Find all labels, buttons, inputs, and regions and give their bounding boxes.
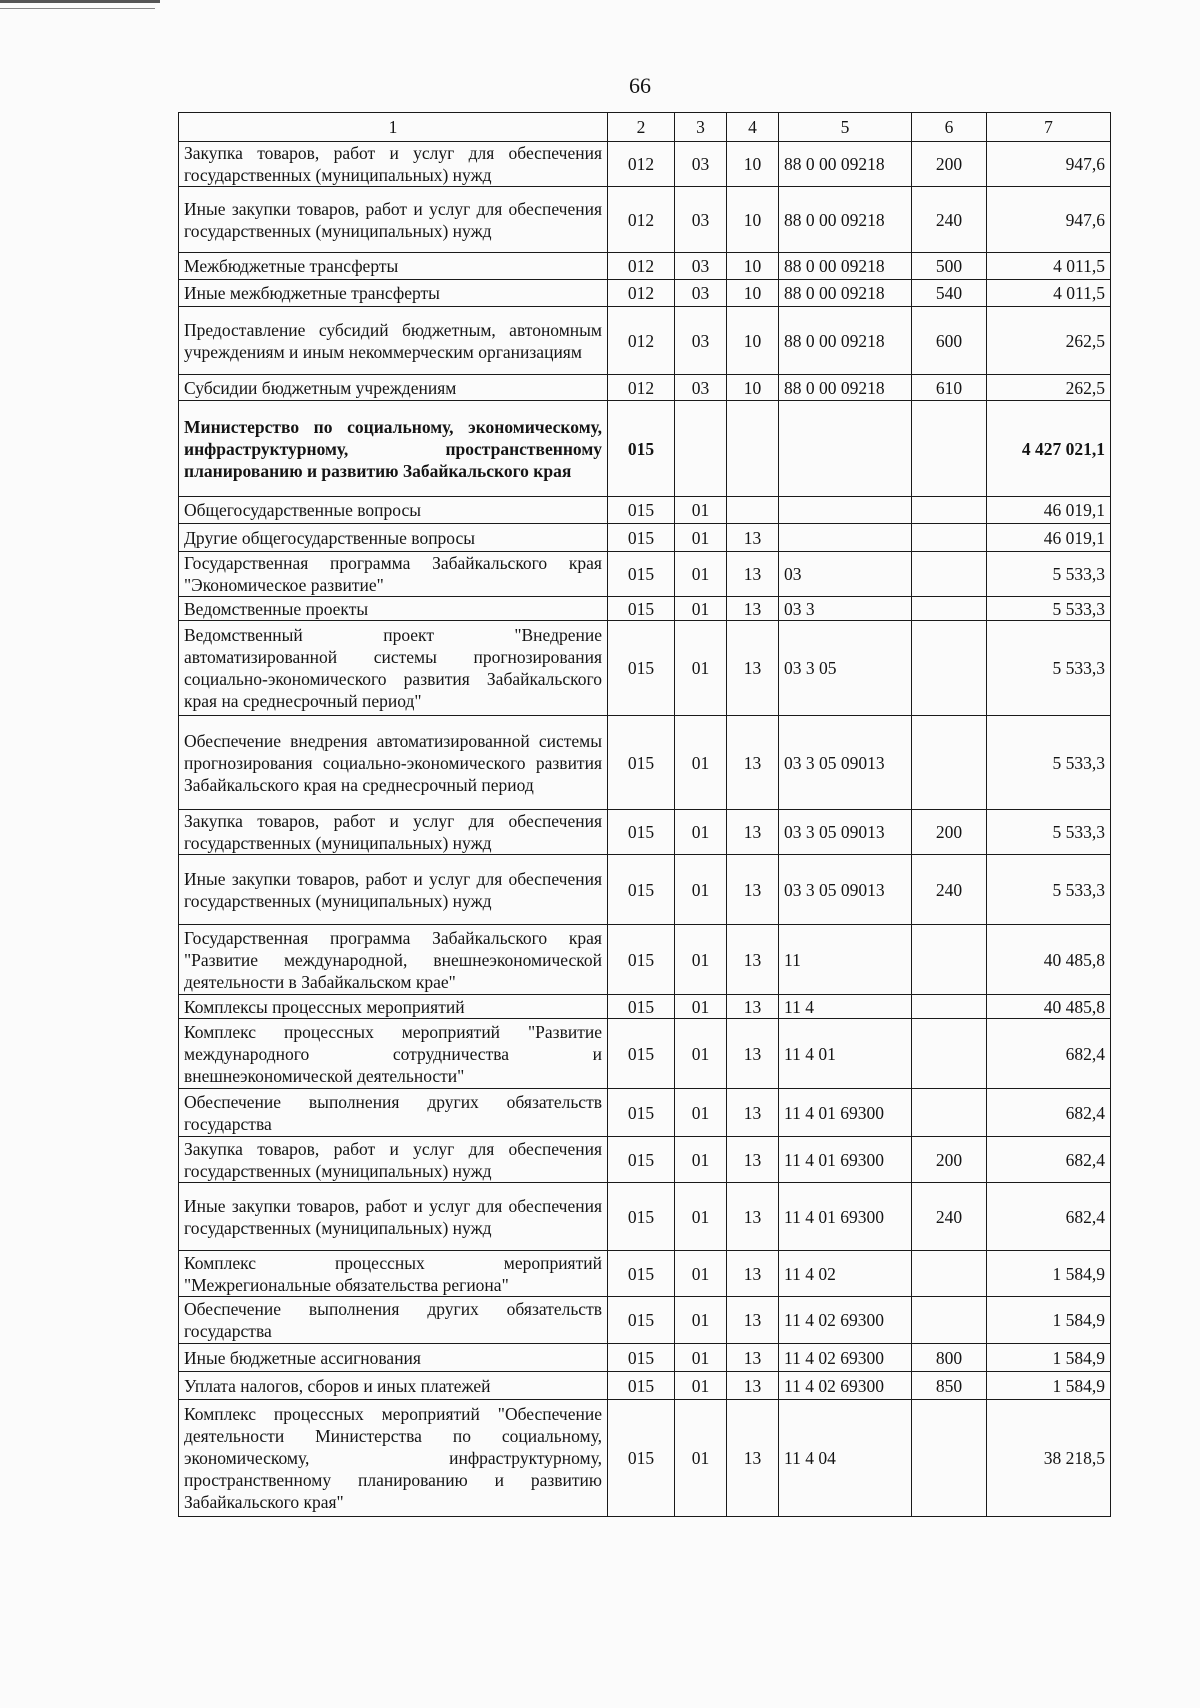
row-code-vr bbox=[912, 716, 987, 810]
row-code-csr: 11 4 01 69300 bbox=[779, 1137, 912, 1183]
row-code-grbs: 015 bbox=[608, 716, 675, 810]
row-amount: 5 533,3 bbox=[987, 621, 1111, 716]
row-code-pr: 13 bbox=[727, 810, 779, 855]
row-amount: 40 485,8 bbox=[987, 995, 1111, 1019]
row-code-rz: 01 bbox=[675, 855, 727, 925]
row-code-pr: 13 bbox=[727, 1137, 779, 1183]
row-name: Закупка товаров, работ и услуг для обеспечения государственных (муниципальных) нужд bbox=[179, 142, 608, 187]
row-code-csr: 88 0 00 09218 bbox=[779, 187, 912, 253]
row-code-vr: 850 bbox=[912, 1372, 987, 1400]
row-code-vr bbox=[912, 497, 987, 524]
row-code-grbs: 015 bbox=[608, 1344, 675, 1372]
row-name: Иные закупки товаров, работ и услуг для обеспечения государственных (муниципальных) нужд bbox=[179, 187, 608, 253]
row-code-csr: 11 4 02 69300 bbox=[779, 1372, 912, 1400]
table-row bbox=[179, 1400, 1111, 1517]
row-code-rz: 01 bbox=[675, 1344, 727, 1372]
row-code-pr: 10 bbox=[727, 187, 779, 253]
row-code-vr bbox=[912, 1297, 987, 1344]
row-name: Предоставление субсидий бюджетным, автономным учреждениям и иным некоммерческим организациям bbox=[179, 307, 608, 375]
row-code-grbs: 015 bbox=[608, 497, 675, 524]
row-amount: 4 011,5 bbox=[987, 253, 1111, 280]
row-amount: 5 533,3 bbox=[987, 597, 1111, 621]
table-row bbox=[179, 597, 1111, 621]
row-code-grbs: 015 bbox=[608, 1183, 675, 1251]
row-code-rz: 01 bbox=[675, 1089, 727, 1137]
row-code-pr: 13 bbox=[727, 1019, 779, 1089]
row-code-pr: 13 bbox=[727, 995, 779, 1019]
header-cell: 1 bbox=[179, 113, 608, 142]
table-row bbox=[179, 552, 1111, 597]
row-code-csr: 88 0 00 09218 bbox=[779, 375, 912, 401]
row-name: Государственная программа Забайкальского края "Развитие международной, внешнеэкономической деятельности в Забайкальском крае" bbox=[179, 925, 608, 995]
row-code-csr: 03 3 05 09013 bbox=[779, 810, 912, 855]
row-name: Иные закупки товаров, работ и услуг для обеспечения государственных (муниципальных) нужд bbox=[179, 1183, 608, 1251]
row-code-csr: 11 4 02 69300 bbox=[779, 1344, 912, 1372]
row-name: Уплата налогов, сборов и иных платежей bbox=[179, 1372, 608, 1400]
row-amount: 1 584,9 bbox=[987, 1344, 1111, 1372]
row-code-rz: 01 bbox=[675, 716, 727, 810]
row-code-vr: 800 bbox=[912, 1344, 987, 1372]
budget-table bbox=[178, 112, 1111, 1517]
scan-edge-line bbox=[0, 8, 155, 9]
row-code-vr bbox=[912, 552, 987, 597]
row-amount: 40 485,8 bbox=[987, 925, 1111, 995]
row-name: Государственная программа Забайкальского края "Экономическое развитие" bbox=[179, 552, 608, 597]
row-code-pr: 10 bbox=[727, 280, 779, 307]
row-amount: 682,4 bbox=[987, 1089, 1111, 1137]
table-row bbox=[179, 1344, 1111, 1372]
row-code-grbs: 015 bbox=[608, 401, 675, 497]
row-code-rz: 01 bbox=[675, 552, 727, 597]
row-name: Ведомственный проект "Внедрение автоматизированной системы прогнозирования социально-экономического развития Забайкальского края на среднесрочный период" bbox=[179, 621, 608, 716]
row-code-rz: 03 bbox=[675, 375, 727, 401]
table-row bbox=[179, 1089, 1111, 1137]
row-amount: 682,4 bbox=[987, 1019, 1111, 1089]
table-row bbox=[179, 401, 1111, 497]
page-number: 66 bbox=[629, 73, 651, 98]
row-code-csr: 03 3 05 09013 bbox=[779, 716, 912, 810]
row-amount: 38 218,5 bbox=[987, 1400, 1111, 1517]
row-code-grbs: 015 bbox=[608, 524, 675, 552]
row-code-rz: 01 bbox=[675, 810, 727, 855]
row-name: Закупка товаров, работ и услуг для обеспечения государственных (муниципальных) нужд bbox=[179, 810, 608, 855]
row-code-pr: 13 bbox=[727, 597, 779, 621]
row-code-pr: 13 bbox=[727, 1344, 779, 1372]
table-row bbox=[179, 716, 1111, 810]
row-code-rz bbox=[675, 401, 727, 497]
row-name: Иные закупки товаров, работ и услуг для обеспечения государственных (муниципальных) нужд bbox=[179, 855, 608, 925]
row-code-grbs: 012 bbox=[608, 187, 675, 253]
row-code-vr bbox=[912, 1251, 987, 1297]
row-amount: 46 019,1 bbox=[987, 524, 1111, 552]
row-name: Субсидии бюджетным учреждениям bbox=[179, 375, 608, 401]
row-name: Комплекс процессных мероприятий "Развитие международного сотрудничества и внешнеэкономической деятельности" bbox=[179, 1019, 608, 1089]
row-code-csr: 88 0 00 09218 bbox=[779, 280, 912, 307]
row-code-vr bbox=[912, 925, 987, 995]
row-amount: 5 533,3 bbox=[987, 855, 1111, 925]
row-code-grbs: 015 bbox=[608, 621, 675, 716]
row-code-csr: 03 bbox=[779, 552, 912, 597]
header-row bbox=[179, 113, 1111, 142]
table-row bbox=[179, 1372, 1111, 1400]
row-code-grbs: 015 bbox=[608, 925, 675, 995]
row-code-grbs: 015 bbox=[608, 1400, 675, 1517]
row-name: Министерство по социальному, экономическому, инфраструктурному, пространственному планированию и развитию Забайкальского края bbox=[179, 401, 608, 497]
row-code-grbs: 012 bbox=[608, 142, 675, 187]
row-code-csr: 88 0 00 09218 bbox=[779, 142, 912, 187]
row-code-csr: 03 3 05 09013 bbox=[779, 855, 912, 925]
row-code-grbs: 015 bbox=[608, 1372, 675, 1400]
row-code-vr bbox=[912, 1019, 987, 1089]
row-code-rz: 01 bbox=[675, 995, 727, 1019]
row-code-vr bbox=[912, 995, 987, 1019]
scan-edge-line bbox=[0, 0, 160, 3]
row-code-pr bbox=[727, 497, 779, 524]
row-code-csr: 11 4 04 bbox=[779, 1400, 912, 1517]
row-amount: 4 427 021,1 bbox=[987, 401, 1111, 497]
row-code-pr: 13 bbox=[727, 524, 779, 552]
row-code-pr bbox=[727, 401, 779, 497]
row-name: Обеспечение выполнения других обязательств государства bbox=[179, 1089, 608, 1137]
row-amount: 682,4 bbox=[987, 1183, 1111, 1251]
row-code-csr: 11 4 01 bbox=[779, 1019, 912, 1089]
row-amount: 5 533,3 bbox=[987, 716, 1111, 810]
row-amount: 4 011,5 bbox=[987, 280, 1111, 307]
row-code-rz: 03 bbox=[675, 187, 727, 253]
row-code-rz: 01 bbox=[675, 1251, 727, 1297]
row-name: Комплекс процессных мероприятий "Обеспечение деятельности Министерства по социальному, экономическому, инфраструктурному, пространственному планированию и развитию Забайкальского края" bbox=[179, 1400, 608, 1517]
row-amount: 947,6 bbox=[987, 187, 1111, 253]
row-code-csr: 03 3 bbox=[779, 597, 912, 621]
row-code-pr: 13 bbox=[727, 1400, 779, 1517]
row-code-rz: 01 bbox=[675, 1137, 727, 1183]
row-code-grbs: 015 bbox=[608, 1297, 675, 1344]
row-code-pr: 13 bbox=[727, 1251, 779, 1297]
row-code-csr: 11 4 01 69300 bbox=[779, 1183, 912, 1251]
row-code-vr bbox=[912, 1089, 987, 1137]
table-row bbox=[179, 995, 1111, 1019]
row-code-vr bbox=[912, 524, 987, 552]
row-amount: 262,5 bbox=[987, 307, 1111, 375]
row-name: Другие общегосударственные вопросы bbox=[179, 524, 608, 552]
row-code-vr: 240 bbox=[912, 1183, 987, 1251]
row-code-grbs: 012 bbox=[608, 375, 675, 401]
table-row bbox=[179, 142, 1111, 187]
row-amount: 46 019,1 bbox=[987, 497, 1111, 524]
row-code-rz: 01 bbox=[675, 1297, 727, 1344]
row-code-vr bbox=[912, 621, 987, 716]
row-code-pr: 13 bbox=[727, 552, 779, 597]
row-code-vr bbox=[912, 1400, 987, 1517]
row-amount: 947,6 bbox=[987, 142, 1111, 187]
row-code-csr bbox=[779, 401, 912, 497]
row-code-rz: 01 bbox=[675, 925, 727, 995]
row-code-pr: 10 bbox=[727, 307, 779, 375]
row-code-grbs: 015 bbox=[608, 810, 675, 855]
row-code-pr: 10 bbox=[727, 253, 779, 280]
row-code-csr: 88 0 00 09218 bbox=[779, 253, 912, 280]
table-row bbox=[179, 187, 1111, 253]
row-code-rz: 01 bbox=[675, 1372, 727, 1400]
row-code-grbs: 012 bbox=[608, 253, 675, 280]
table-row bbox=[179, 1251, 1111, 1297]
row-code-grbs: 015 bbox=[608, 1251, 675, 1297]
row-code-grbs: 015 bbox=[608, 1137, 675, 1183]
row-code-rz: 01 bbox=[675, 524, 727, 552]
row-name: Иные межбюджетные трансферты bbox=[179, 280, 608, 307]
row-code-csr: 11 4 01 69300 bbox=[779, 1089, 912, 1137]
row-code-vr: 600 bbox=[912, 307, 987, 375]
row-name: Межбюджетные трансферты bbox=[179, 253, 608, 280]
row-name: Комплекс процессных мероприятий "Межрегиональные обязательства региона" bbox=[179, 1251, 608, 1297]
row-amount: 1 584,9 bbox=[987, 1297, 1111, 1344]
table-row bbox=[179, 497, 1111, 524]
row-code-vr: 240 bbox=[912, 187, 987, 253]
row-code-grbs: 015 bbox=[608, 855, 675, 925]
row-code-pr: 13 bbox=[727, 855, 779, 925]
row-code-pr: 13 bbox=[727, 925, 779, 995]
row-code-rz: 03 bbox=[675, 280, 727, 307]
row-name: Комплексы процессных мероприятий bbox=[179, 995, 608, 1019]
row-code-pr: 13 bbox=[727, 716, 779, 810]
row-code-rz: 01 bbox=[675, 497, 727, 524]
row-code-vr bbox=[912, 401, 987, 497]
row-code-csr: 88 0 00 09218 bbox=[779, 307, 912, 375]
table-row bbox=[179, 253, 1111, 280]
row-name: Обеспечение внедрения автоматизированной системы прогнозирования социально-экономического развития Забайкальского края на среднесрочный период bbox=[179, 716, 608, 810]
row-amount: 5 533,3 bbox=[987, 552, 1111, 597]
row-code-pr: 10 bbox=[727, 142, 779, 187]
row-name: Закупка товаров, работ и услуг для обеспечения государственных (муниципальных) нужд bbox=[179, 1137, 608, 1183]
table-row bbox=[179, 1137, 1111, 1183]
row-code-grbs: 015 bbox=[608, 597, 675, 621]
table-row bbox=[179, 280, 1111, 307]
row-name: Ведомственные проекты bbox=[179, 597, 608, 621]
header-cell: 4 bbox=[727, 113, 779, 142]
row-code-csr: 11 4 02 bbox=[779, 1251, 912, 1297]
row-code-pr: 10 bbox=[727, 375, 779, 401]
row-code-pr: 13 bbox=[727, 1372, 779, 1400]
header-cell: 7 bbox=[987, 113, 1111, 142]
table-row bbox=[179, 524, 1111, 552]
row-code-vr: 240 bbox=[912, 855, 987, 925]
table-row bbox=[179, 810, 1111, 855]
row-amount: 1 584,9 bbox=[987, 1251, 1111, 1297]
table-row bbox=[179, 855, 1111, 925]
table-row bbox=[179, 925, 1111, 995]
table-row bbox=[179, 307, 1111, 375]
row-code-rz: 03 bbox=[675, 307, 727, 375]
row-code-rz: 03 bbox=[675, 253, 727, 280]
row-code-pr: 13 bbox=[727, 1297, 779, 1344]
row-code-csr bbox=[779, 497, 912, 524]
row-name: Обеспечение выполнения других обязательств государства bbox=[179, 1297, 608, 1344]
header-cell: 6 bbox=[912, 113, 987, 142]
row-code-pr: 13 bbox=[727, 1089, 779, 1137]
row-code-rz: 01 bbox=[675, 1183, 727, 1251]
table-row bbox=[179, 1183, 1111, 1251]
row-code-rz: 01 bbox=[675, 1019, 727, 1089]
row-code-grbs: 012 bbox=[608, 280, 675, 307]
row-code-csr: 11 4 02 69300 bbox=[779, 1297, 912, 1344]
row-code-grbs: 012 bbox=[608, 307, 675, 375]
row-name: Общегосударственные вопросы bbox=[179, 497, 608, 524]
row-code-csr: 03 3 05 bbox=[779, 621, 912, 716]
row-code-rz: 01 bbox=[675, 621, 727, 716]
table-row bbox=[179, 1297, 1111, 1344]
row-code-pr: 13 bbox=[727, 1183, 779, 1251]
table-row bbox=[179, 375, 1111, 401]
row-code-vr: 200 bbox=[912, 1137, 987, 1183]
row-code-pr: 13 bbox=[727, 621, 779, 716]
row-code-csr: 11 bbox=[779, 925, 912, 995]
row-code-vr: 200 bbox=[912, 810, 987, 855]
row-code-csr: 11 4 bbox=[779, 995, 912, 1019]
header-cell: 3 bbox=[675, 113, 727, 142]
row-amount: 1 584,9 bbox=[987, 1372, 1111, 1400]
row-amount: 682,4 bbox=[987, 1137, 1111, 1183]
row-code-rz: 03 bbox=[675, 142, 727, 187]
row-amount: 262,5 bbox=[987, 375, 1111, 401]
row-code-vr: 200 bbox=[912, 142, 987, 187]
row-code-vr: 500 bbox=[912, 253, 987, 280]
table-row bbox=[179, 621, 1111, 716]
row-code-rz: 01 bbox=[675, 597, 727, 621]
row-code-vr: 610 bbox=[912, 375, 987, 401]
row-code-grbs: 015 bbox=[608, 1019, 675, 1089]
row-code-vr: 540 bbox=[912, 280, 987, 307]
row-code-rz: 01 bbox=[675, 1400, 727, 1517]
header-cell: 2 bbox=[608, 113, 675, 142]
header-cell: 5 bbox=[779, 113, 912, 142]
row-code-grbs: 015 bbox=[608, 995, 675, 1019]
row-code-grbs: 015 bbox=[608, 1089, 675, 1137]
table-row bbox=[179, 1019, 1111, 1089]
row-name: Иные бюджетные ассигнования bbox=[179, 1344, 608, 1372]
row-amount: 5 533,3 bbox=[987, 810, 1111, 855]
row-code-vr bbox=[912, 597, 987, 621]
row-code-csr bbox=[779, 524, 912, 552]
row-code-grbs: 015 bbox=[608, 552, 675, 597]
